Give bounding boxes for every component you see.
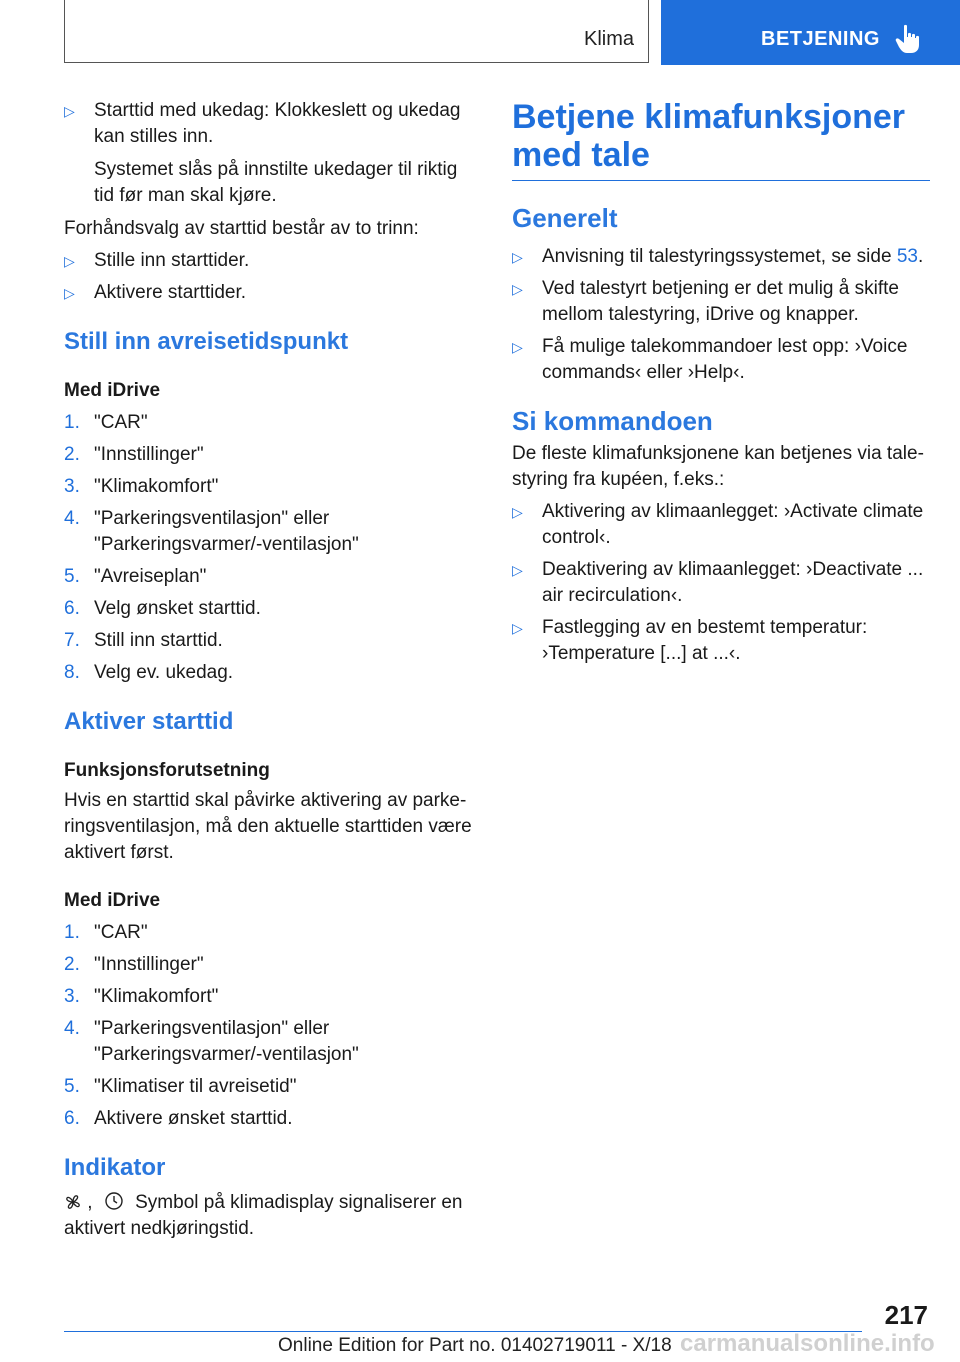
triangle-bullet-icon: ▷ [64,103,75,119]
step-item [64,442,474,468]
right-column [512,98,930,667]
section-heading: Si kommandoen [512,406,713,436]
chapter-heading: Betjene klimafunksjoner med tale [512,98,906,174]
clock-icon [104,1191,124,1211]
list-item-continuation: Systemet slås på innstilte ukedager til riktig tid før man skal kjøre. [94,159,458,206]
step-text: "CAR" [94,412,148,433]
header-chapter-box [661,0,960,65]
step-text: "Klimakomfort" [94,986,219,1007]
step-number: 4. [64,1018,80,1039]
subheading: Med iDrive [64,380,161,401]
step-list [64,920,474,1132]
watermark: carmanualsonline.info [680,1330,935,1357]
section-heading: Still inn avreisetidspunkt [64,328,349,355]
fan-icon [64,1193,82,1211]
step-text: "CAR" [94,922,148,943]
step-list [64,410,474,686]
list-item: ▷ Starttid med ukedag: Klokkeslett og ukedag kan stilles inn. [64,100,461,147]
step-item [64,660,474,686]
step-text: "Parkeringsventilasjon" eller "Parkeringsvarmer/-ventilasjon" [94,508,359,555]
paragraph: De fleste klimafunksjonene kan betjenes via tale-styring fra kupéen, f.eks.: [512,443,924,490]
step-item [64,564,474,590]
step-item [64,1074,474,1100]
step-text: Velg ønsket starttid. [94,598,261,619]
section-heading: Generelt [512,203,618,233]
step-number: 2. [64,444,80,465]
header-chapter-title: BETJENING [761,28,880,50]
step-text: "Klimatiser til avreisetid" [94,1076,297,1097]
triangle-bullet-icon: ▷ [512,249,523,265]
step-item [64,410,474,436]
step-number: 6. [64,1108,80,1129]
step-text: "Parkeringsventilasjon" eller "Parkeringsvarmer/-ventilasjon" [94,1018,359,1065]
triangle-bullet-icon: ▷ [512,504,523,520]
triangle-bullet-icon: ▷ [64,285,75,301]
step-number: 1. [64,922,80,943]
list-item: ▷ Anvisning til talestyringssystemet, se side 53. [512,244,930,270]
step-text: Velg ev. ukedag. [94,662,234,683]
step-number: 3. [64,986,80,1007]
step-item [64,952,474,978]
step-number: 2. [64,954,80,975]
step-text: Aktivere ønsket starttid. [94,1108,293,1129]
step-number: 6. [64,598,80,619]
step-number: 1. [64,412,80,433]
indicator-text: Symbol på klimadisplay signaliserer en aktivert nedkjøringstid. [64,1192,463,1239]
step-number: 5. [64,566,80,587]
step-item [64,920,474,946]
step-number: 5. [64,1076,80,1097]
step-item [64,984,474,1010]
triangle-bullet-icon: ▷ [512,281,523,297]
step-item [64,628,474,654]
list-item: ▷ Aktivering av klimaanlegget: ›Activate climate control‹. [512,501,924,548]
indicator-separator: , [87,1192,93,1213]
step-number: 7. [64,630,80,651]
step-item [64,1016,474,1068]
step-item [64,506,474,558]
step-number: 3. [64,476,80,497]
list-item: ▷ Få mulige talekommandoer lest opp: ›Voice commands‹ eller ›Help‹. [512,336,908,383]
triangle-bullet-icon: ▷ [512,562,523,578]
step-item [64,474,474,500]
left-column [64,98,474,1242]
page-reference-link[interactable]: 53 [896,246,918,267]
step-number: 4. [64,508,80,529]
step-text: Still inn starttid. [94,630,223,651]
header-section-title: Klima [583,28,634,50]
step-text: "Avreiseplan" [94,566,207,587]
triangle-bullet-icon: ▷ [64,253,75,269]
list-item: ▷ Aktivere starttider. [64,280,474,306]
indicator-paragraph [64,1190,474,1242]
footer-edition: Online Edition for Part no. 01402719011 - X/18 [278,1335,672,1356]
step-text: "Klimakomfort" [94,476,219,497]
list-item: ▷ Stille inn starttider. [64,248,474,274]
subheading: Med iDrive [64,890,161,911]
header-section-box [64,0,649,63]
hand-pointer-icon [895,24,921,54]
list-item: ▷ Deaktivering av klimaanlegget: ›Deactivate ... air recirculation‹. [512,559,924,606]
step-number: 8. [64,662,80,683]
step-text: "Innstillinger" [94,954,204,975]
step-item [64,1106,474,1132]
list-item: ▷ Ved talestyrt betjening er det mulig å skifte mellom talestyring, iDrive og knapper. [512,278,899,325]
paragraph: Hvis en starttid skal påvirke aktivering av parke-ringsventilasjon, må den aktuelle starttiden være aktivert først. [64,790,472,863]
section-heading: Aktiver starttid [64,708,234,735]
triangle-bullet-icon: ▷ [512,620,523,636]
page-number: 217 [884,1300,928,1330]
step-item [64,596,474,622]
section-heading: Indikator [64,1154,166,1181]
subheading: Funksjonsforutsetning [64,760,270,781]
paragraph: Forhåndsvalg av starttid består av to trinn: [64,218,419,239]
list-item: ▷ Fastlegging av en bestemt temperatur: ›Temperature [...] at ...‹. [512,617,868,664]
chapter-heading-block [512,98,930,181]
triangle-bullet-icon: ▷ [512,339,523,355]
step-text: "Innstillinger" [94,444,204,465]
